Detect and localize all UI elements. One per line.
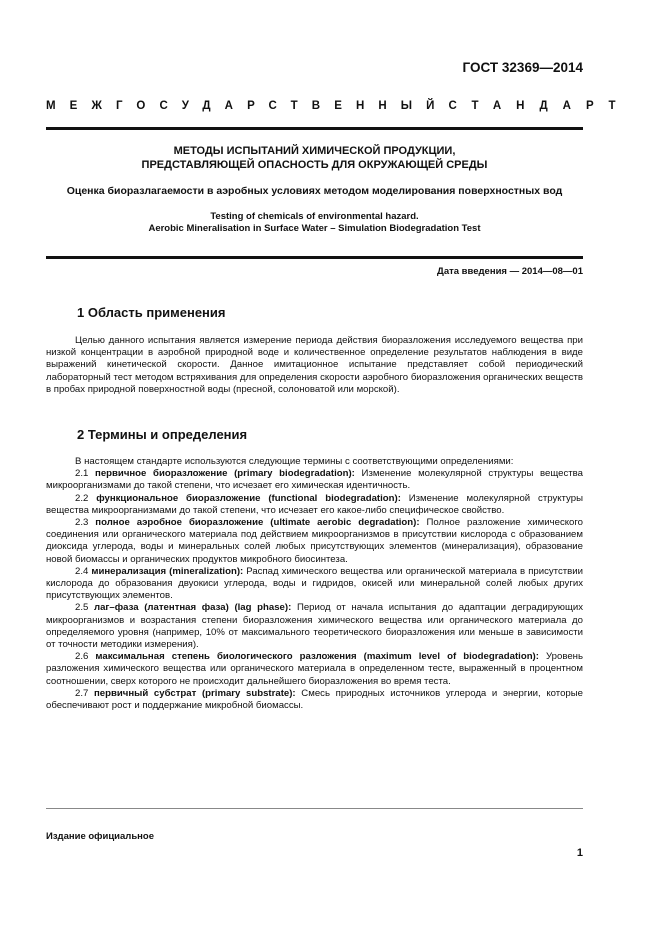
term-name: максимальная степень биологического разложения (maximum level of biodegradation): xyxy=(95,651,539,663)
section-1-heading: 1 Область применения xyxy=(77,305,226,320)
title-line-1: МЕТОДЫ ИСПЫТАНИЙ ХИМИЧЕСКОЙ ПРОДУКЦИИ, xyxy=(173,145,456,157)
section-2-intro: В настоящем стандарте используются следующие термины с соответствующими определениями: xyxy=(75,456,514,467)
term-text: Полное разложение химического соединения или органического материала под действием микроорганизмов в присутствии кислорода с образованием диоксида углерода, воды и минеральных солей любых присутствующих элементов (минерализация), образование новой биомассы и органических продуктов микробного биосинтеза. xyxy=(46,517,584,565)
standard-header xyxy=(46,100,631,112)
header-rule xyxy=(46,127,583,130)
term-number: 2.1 xyxy=(75,468,89,480)
term-name: функциональное биоразложение (functional biodegradation): xyxy=(96,492,401,504)
term-definition xyxy=(46,602,583,651)
term-text: Изменение молекулярной структуры вещества микроорганизмами до такой степени, что исчезает его какое-либо специфическое свойство. xyxy=(46,492,583,516)
term-definition xyxy=(46,517,583,566)
title-rule xyxy=(46,256,583,259)
term-name: первичный субстрат (primary substrate): xyxy=(94,687,296,699)
term-name: полное аэробное биоразложение (ultimate aerobic degradation): xyxy=(95,517,420,529)
section-1-body xyxy=(46,335,583,396)
term-definition xyxy=(46,566,583,603)
term-definition xyxy=(46,468,583,492)
english-title-line-1: Testing of chemicals of environmental hazard. xyxy=(210,211,419,222)
english-title-line-2: Aerobic Mineralisation in Surface Water – Simulation Biodegradation Test xyxy=(148,223,481,234)
english-title xyxy=(46,211,583,235)
term-text: Период от начала испытания до адаптации деградирующих микроорганизмов и возрастания степени биоразложения химического вещества или органического материала до определяемого уровня (например, 10% от максимального теоретического биоразложения или меньше в зависимости от точности методики измерения). xyxy=(46,602,583,651)
term-number: 2.2 xyxy=(75,492,89,504)
term-name: минерализация (mineralization): xyxy=(91,565,244,577)
term-text: Смесь природных источников углерода и энергии, которые обеспечивают рост и поддержание микробной биомассы. xyxy=(46,687,583,712)
term-text: Распад химического вещества или органической материала в присутствии кислорода до образования двуокиси углерода, воды и гидридов, окисей или минеральной солей любых других присутствующих элементов. xyxy=(46,565,583,602)
official-edition-label: Издание официальное xyxy=(46,831,154,842)
term-name: лаг–фаза (латентная фаза) (lag phase): xyxy=(94,602,292,614)
term-number: 2.6 xyxy=(75,651,89,663)
introduction-date: Дата введения — 2014—08—01 xyxy=(437,266,583,277)
document-number: ГОСТ 32369—2014 xyxy=(462,60,583,75)
title-line-2: ПРЕДСТАВЛЯЮЩЕЙ ОПАСНОСТЬ ДЛЯ ОКРУЖАЮЩЕЙ СРЕДЫ xyxy=(141,158,488,171)
page-number: 1 xyxy=(576,847,583,859)
term-definition xyxy=(46,493,583,517)
section-2-body xyxy=(46,456,583,712)
term-number: 2.5 xyxy=(75,602,89,614)
document-subtitle: Оценка биоразлагаемости в аэробных условиях методом моделирования поверхностных вод xyxy=(66,185,563,197)
term-number: 2.7 xyxy=(75,687,89,699)
term-definition xyxy=(46,688,583,712)
document-title xyxy=(46,145,583,172)
section-1-paragraph: Целью данного испытания является измерение периода действия биоразложения исследуемого вещества при низкой концентрации в аэробной природной воде и количественное определение результатов наблюдения в виде выражений кинетической скорости. Данное имитационное испытание представляет собой периодический лабораторный тест методом встряхивания для определения скорости аэробного биоразложения органических веществ в пробах природной поверхностной воды (пресной, солоноватой или морской). xyxy=(46,335,583,395)
term-name: первичное биоразложение (primary biodegradation): xyxy=(95,468,355,480)
header-word-interstate: МЕЖГОСУДАРСТВЕННЫЙ xyxy=(46,100,449,112)
section-2-heading: 2 Термины и определения xyxy=(77,427,248,442)
term-text: Изменение молекулярной структуры вещества микроорганизмами до такой степени, что исчезает его химическая идентичность. xyxy=(46,468,583,492)
term-definition xyxy=(46,651,583,688)
header-word-standard: СТАНДАРТ xyxy=(448,100,631,112)
term-text: Уровень разложения химического вещества или органического материала в определенном тесте, выраженный в процентном соотношении, сверх которого не происходит дальнейшего биоразложения во время теста. xyxy=(46,651,583,687)
footer-rule xyxy=(46,808,583,809)
term-number: 2.3 xyxy=(75,517,89,529)
term-number: 2.4 xyxy=(75,565,89,577)
